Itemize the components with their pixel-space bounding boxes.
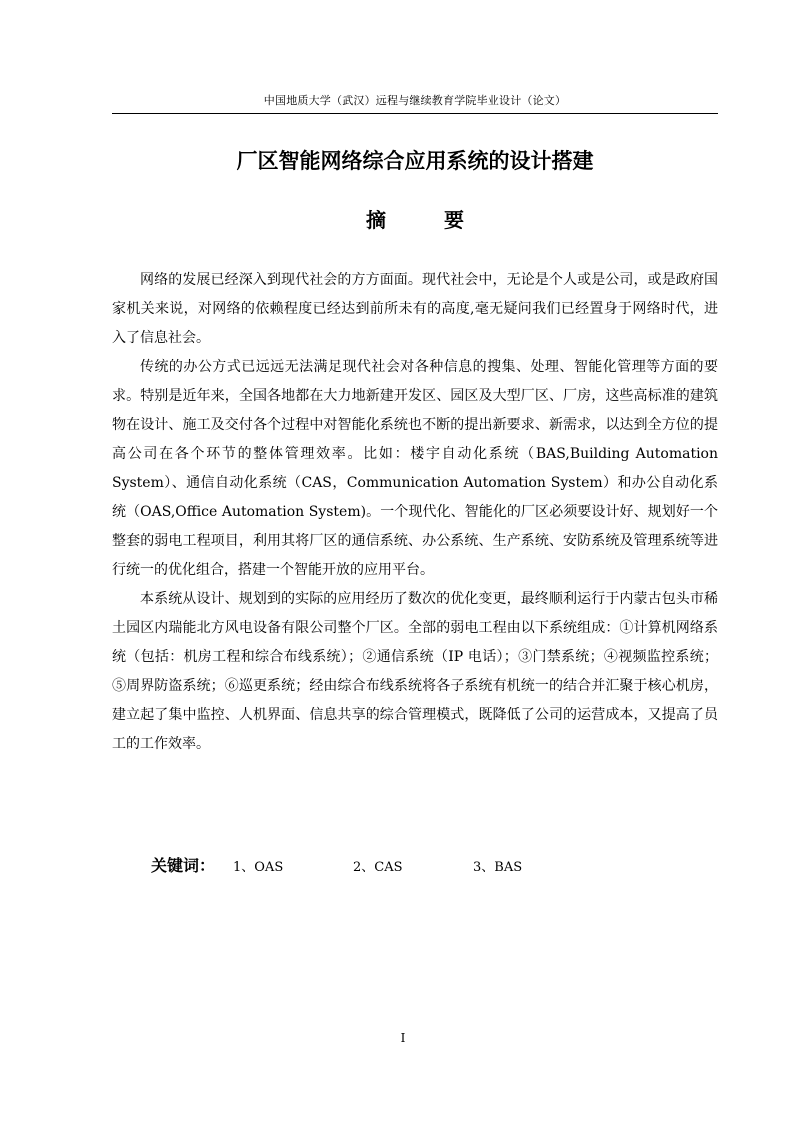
keyword-item: 3、BAS <box>473 860 523 875</box>
keyword-item: 1、OAS <box>233 860 284 875</box>
page-header: 中国地质大学（武汉）远程与继续教育学院毕业设计（论文） <box>263 94 567 107</box>
keywords-label: 关键词： <box>151 856 216 875</box>
keyword-item: 2、CAS <box>353 860 403 875</box>
abstract-body <box>112 266 718 759</box>
abstract-paragraph-2: 传统的办公方式已远远无法满足现代社会对各种信息的搜集、处理、智能化管理等方面的要求。特别是近年来，全国各地都在大力地新建开发区、园区及大型厂区、厂房，这些高标准的建筑物在设计、施工及交付各个过程中对智能化系统也不断的提出新要求、新需求，以达到全方位的提高公司在各个环节的整体管理效率。比如：楼宇自动化系统（BAS,Building Automation System）、通信自动化系统（CAS，Communication Automation System）和办公自动化系统（OAS,Office Automation System)。一个现代化、智能化的厂区必须要设计好、规划好一个整套的弱电工程项目，利用其将厂区的通信系统、办公系统、生产系统、安防系统及管理系统等进行统一的优化组合，搭建一个智能开放的应用平台。 <box>112 359 718 578</box>
document-title: 厂区智能网络综合应用系统的设计搭建 <box>236 149 594 173</box>
abstract-paragraph-1: 网络的发展已经深入到现代社会的方方面面。现代社会中，无论是个人或是公司，或是政府国家机关来说，对网络的依赖程度已经达到前所未有的高度,毫无疑问我们已经置身于网络时代，进入了信息社会。 <box>112 272 718 346</box>
abstract-heading: 摘要 <box>366 208 522 232</box>
header-divider <box>112 113 718 114</box>
keywords-line <box>151 854 522 880</box>
page-number: I <box>400 1031 406 1045</box>
abstract-paragraph-3: 本系统从设计、规划到的实际的应用经历了数次的优化变更，最终顺利运行于内蒙古包头市稀土园区内瑞能北方风电设备有限公司整个厂区。全部的弱电工程由以下系统组成：①计算机网络系统（包括：机房工程和综合布线系统）；②通信系统（IP 电话）；③门禁系统；④视频监控系统；⑤周界防盗系统；⑥巡更系统；经由综合布线系统将各子系统有机统一的结合并汇聚于核心机房，建立起了集中监控、人机界面、信息共享的综合管理模式，既降低了公司的运营成本，又提高了员工的工作效率。 <box>112 591 718 752</box>
